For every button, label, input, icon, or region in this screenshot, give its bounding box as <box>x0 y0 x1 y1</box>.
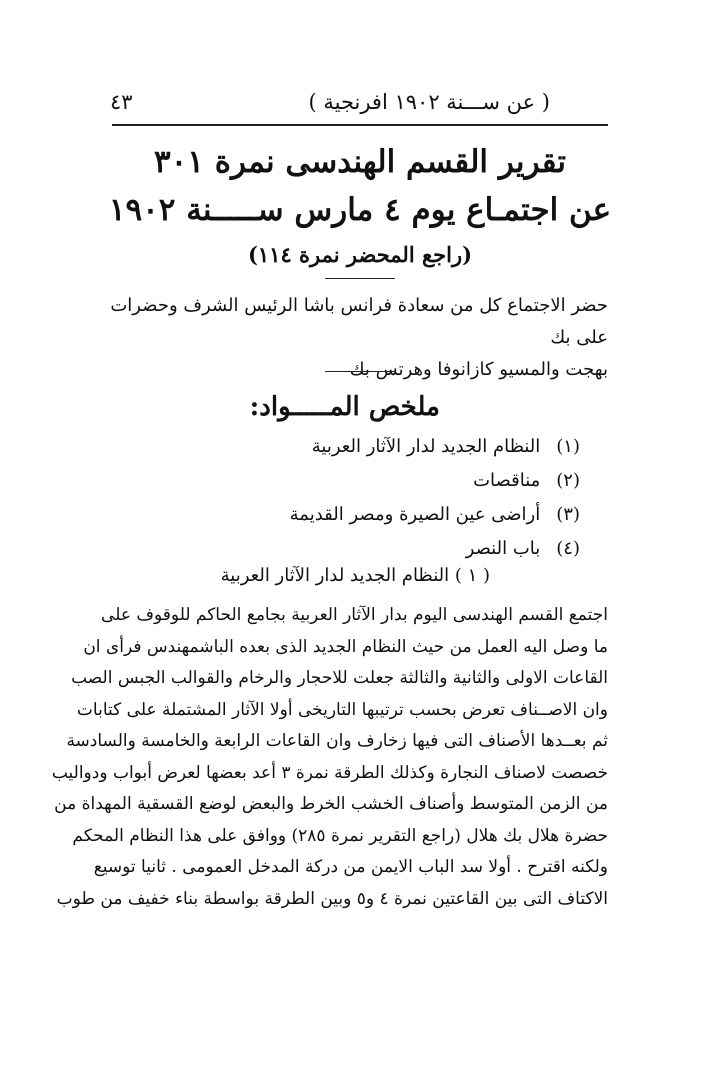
agenda-item-number: (٢) <box>556 470 580 491</box>
agenda-item-text: أراضى عين الصيرة ومصر القديمة <box>289 504 541 525</box>
body-line: اجتمع القسم الهندسى اليوم بدار الآثار العربية بجامع الحاكم للوقوف على <box>101 605 608 625</box>
report-title-block <box>100 138 620 279</box>
section-body <box>51 600 608 915</box>
header-rule <box>112 124 608 126</box>
agenda-item-text: باب النصر <box>465 538 541 559</box>
agenda-item-text: النظام الجديد لدار الآثار العربية <box>311 436 541 457</box>
body-line: ما وصل اليه العمل من حيث النظام الجديد الذى بعده الباشمهندس فرأى ان <box>83 636 608 657</box>
body-line: القاعات الاولى والثانية والثالثة جعلت للاحجار والرخام والقوالب الجبس الصب <box>71 668 608 688</box>
attendance-divider <box>325 371 395 372</box>
section-heading: ( ١ ) النظام الجديد لدار الآثار العربية <box>220 565 490 586</box>
running-header <box>100 86 620 126</box>
attendance-line: حضر الاجتماع كل من سعادة فرانس باشا الرئيس الشرف وحضرات على بك <box>110 295 608 348</box>
body-line: من الزمن المتوسط وأصناف الخشب الخرط والبعض لوضع القسقية المهداة من <box>54 794 608 814</box>
agenda-item <box>290 430 580 464</box>
body-line: وان الاصــناف تعرض بحسب ترتيبها التاريخى أولا الآثار المشتملة على كتابات <box>76 699 608 720</box>
body-line: ولكنه اقترح . أولا سد الباب الايمن من دركة المدخل العمومى . ثانيا توسيع <box>93 857 608 877</box>
page-number: ٤٣ <box>110 90 133 114</box>
body-line: ثم بعــدها الأصناف التى فيها زخارف وان القاعات الرابعة والخامسة والسادسة <box>66 731 608 751</box>
agenda-item-text: مناقصات <box>473 470 541 491</box>
agenda-list <box>290 430 580 566</box>
body-line: حضرة هلال بك هلال (راجع التقرير نمرة ٢٨٥) ووافق على هذا النظام المحكم <box>72 825 608 846</box>
agenda-item-number: (٤) <box>556 538 580 559</box>
meeting-date: عن اجتمـاع يوم ٤ مارس ســـــنة ١٩٠٢ <box>108 192 612 228</box>
minutes-reference: (راجع المحضر نمرة ١١٤) <box>247 242 473 267</box>
title-divider <box>325 278 395 279</box>
agenda-item <box>290 498 580 532</box>
agenda-item <box>290 464 580 498</box>
agenda-item <box>290 532 580 566</box>
body-line: خصصت لاصناف النجارة وكذلك الطرقة نمرة ٣ أعد بعضها لعرض أبواب ودواليب <box>51 762 608 783</box>
body-line: الاكتاف التى بين القاعتين نمرة ٤ و٥ وبين الطرقة بواسطة بناء خفيف من طوب <box>56 888 608 909</box>
summary-heading: ملخص المـــــواد: <box>249 392 440 422</box>
report-title: تقرير القسم الهندسى نمرة ٣٠١ <box>154 144 566 180</box>
running-title: ( عن ســـنة ١٩٠٢ افرنجية ) <box>308 90 550 114</box>
attendance-line: بهجت والمسيو كازانوفا وهرتس بك <box>349 359 608 380</box>
agenda-item-number: (٣) <box>556 504 580 525</box>
agenda-item-number: (١) <box>556 436 580 457</box>
